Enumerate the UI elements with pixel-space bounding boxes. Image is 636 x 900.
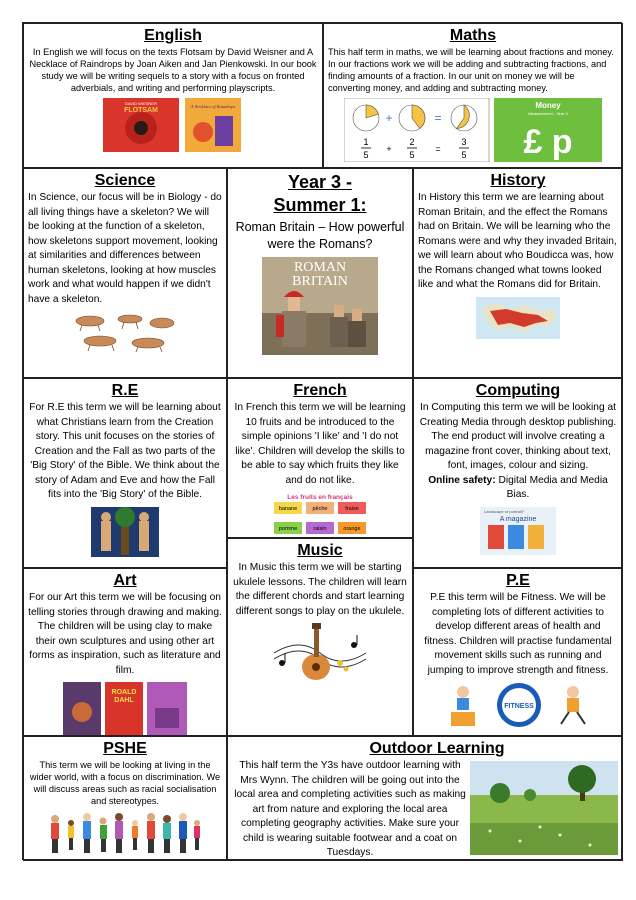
magazine-title: A magazine: [499, 515, 537, 523]
poster-line1: ROMAN: [293, 260, 347, 275]
fruit-title: Les fruits en français: [287, 494, 353, 501]
outdoor-text: This half term the Y3s have outdoor learning with Mrs Wynn. The children will be going out into the local area and completing activities such as making art from nature and exploring the local area completing geography activities. Make sure your child is wearing suitable footwear and a coat on Tuesdays.: [234, 760, 466, 858]
term-subtitle: Roman Britain – How powerful were the Romans?: [235, 220, 405, 251]
fraction-equals: =: [435, 144, 441, 154]
fraction2-denominator: 5: [409, 150, 415, 160]
art-text: For our Art this term we will be focusing on telling stories through drawing and making. The children will be using clay to make their own sculptures and using other art forms as inspiration, such as literature and film.: [28, 592, 222, 676]
english-books-image: [103, 98, 243, 152]
maths-text: This half term in maths, we will be learning about fractions and money. In our fractions work we will be adding and subtracting fractions, and finding amounts of a fraction. In our unit on money we will be converting money, and adding and subtracting money.: [328, 47, 614, 93]
fruit-4: pomme: [278, 526, 298, 532]
maths-section: [323, 23, 623, 168]
term-title-line1: Year 3 -: [287, 172, 353, 192]
fraction2-numerator: 2: [409, 137, 415, 147]
re-title: R.E: [111, 382, 139, 399]
flotsam-author: DAVID WIESNER: [125, 101, 157, 106]
magazine-image: [480, 507, 556, 555]
maths-title: Maths: [449, 27, 497, 44]
pe-text: P.E this term will be Fitness. We will be completing lots of different activities to develop different areas of health and fitness. Children will practise fundamental movement skills such as running and jumping to improve strength and fitness.: [424, 592, 612, 676]
term-title-section: [227, 168, 413, 378]
computing-title: Computing: [475, 382, 561, 399]
fraction1-numerator: 1: [363, 137, 369, 147]
fraction1-denominator: 5: [363, 150, 369, 160]
online-safety-text: Digital Media and Media Bias.: [495, 474, 608, 500]
history-text: In History this term we are learning about Roman Britain, and the effect the Romans had on Britain. We will be learning who the Romans were and why they invaded Britain, we will learn about who Boudicca was, how the Romans changed what towns looked like and what the Romans did for Britain.: [418, 192, 617, 290]
roman-britain-poster: [262, 257, 378, 355]
computing-section: [413, 378, 623, 568]
online-safety-line: [418, 474, 618, 503]
fruit-2: pêche: [312, 506, 328, 512]
pshe-text: This term we will be looking at living in the wider world, with a focus on discrimination. We will discuss areas such as racial socialisation and stereotypes.: [29, 760, 221, 806]
french-title: French: [293, 382, 347, 399]
art-section: [23, 568, 227, 736]
curriculum-grid: [22, 22, 622, 860]
adam-and-eve-image: [91, 507, 159, 557]
french-fruits-image: [272, 492, 368, 538]
ukulele-image: [270, 623, 370, 685]
poster-line2: BRITAIN: [292, 274, 348, 289]
fruit-5: raisin: [313, 526, 327, 532]
re-text: For R.E this term we will be learning about what Christians learn from the Creation story. This unit focuses on the stories of Creation and the Fall as two parts of the 'Big Story' of the Bible. We think about the story of Adam and Eve and how the Fall fits into the 'Big Story' of the Bible.: [29, 402, 221, 500]
skeleton-image: [70, 311, 180, 353]
re-section: [23, 378, 227, 568]
art-book-line2: DAHL: [114, 697, 134, 704]
music-section: [227, 538, 413, 736]
people-image: [45, 811, 205, 855]
fraction-plus: +: [386, 144, 392, 154]
magazine-caption: Landscape or portrait?: [484, 508, 525, 514]
fraction3-denominator: 5: [461, 150, 467, 160]
equals-sign-top: =: [434, 111, 442, 125]
online-safety-label: Online safety:: [428, 474, 496, 486]
english-text: In English we will focus on the texts Flotsam by David Weisner and A Necklace of Raindrops by Joan Aiken and Jan Pienkowski. In our book study we will be writing sequels to a story with a focus on fronted adverbials, and writing and performing playscripts.: [29, 47, 317, 93]
fruit-6: orange: [343, 526, 361, 532]
science-text: In Science, our focus will be in Biology - do all living things have a skeleton? We will be looking at the function of a skeleton, how skeletons support movement, looking at similarities and differences between human skeletons, looking at how muscles work and what would happen if we didn't have a skeleton.: [28, 192, 222, 305]
outdoor-learning-section: [227, 736, 623, 861]
art-title: Art: [113, 572, 137, 589]
maths-images: [344, 98, 602, 162]
fraction3-numerator: 3: [461, 137, 467, 147]
english-title: English: [144, 27, 202, 44]
necklace-title: A Necklace of Raindrops: [190, 104, 236, 109]
science-title: Science: [94, 172, 156, 189]
art-book-line1: ROALD: [111, 689, 137, 696]
money-subtitle: Measurement - Year 3: [528, 111, 568, 116]
term-title-line2: Summer 1:: [273, 195, 367, 215]
science-section: [23, 168, 227, 378]
history-title: History: [490, 172, 546, 189]
plus-sign: +: [385, 111, 393, 125]
pshe-section: [23, 736, 227, 861]
french-section: [227, 378, 413, 538]
outdoor-title: Outdoor Learning: [369, 740, 505, 757]
pshe-title: PSHE: [103, 740, 147, 757]
english-section: [23, 23, 323, 168]
fitness-images: [443, 682, 593, 728]
roman-empire-map: [476, 297, 560, 339]
flotsam-title: FLOTSAM: [124, 107, 158, 114]
pe-section: [413, 568, 623, 736]
fruit-3: fraise: [345, 506, 359, 512]
music-title: Music: [297, 542, 343, 559]
music-text: In Music this term we will be starting ukulele lessons. The children will learn the different chords and start learning different songs to play on the ukulele.: [233, 562, 407, 617]
pe-title: P.E: [506, 572, 530, 589]
money-glyphs: £ p: [523, 123, 573, 161]
meadow-image: [470, 761, 618, 855]
art-images: [63, 682, 187, 736]
computing-text: In Computing this term we will be looking at Creating Media through desktop publishing. The end product will involve creating a magazine front cover, thinking about text, font, images, colour and sizing.: [419, 402, 617, 471]
history-section: [413, 168, 623, 378]
fruit-1: banane: [278, 506, 298, 512]
french-text: In French this term we will be learning 10 fruits and be introduced to the simple opinions 'I like' and 'I do not like'. Children will develop the skills to be able to say which fruits they like and do not like.: [234, 402, 406, 486]
fitness-badge-text: FITNESS: [504, 703, 534, 710]
money-title: Money: [535, 101, 561, 110]
